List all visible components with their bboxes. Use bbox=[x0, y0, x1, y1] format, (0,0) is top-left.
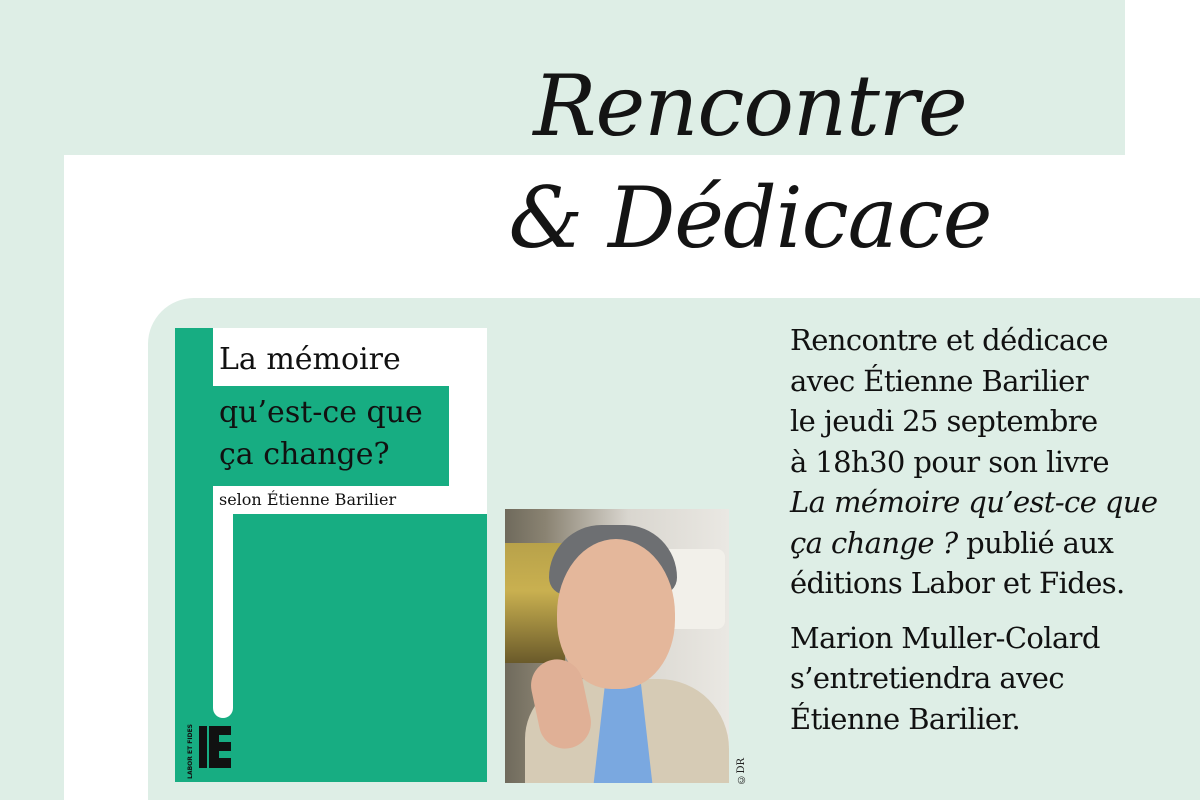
description-line: à 18h30 pour son livre bbox=[790, 444, 1109, 479]
left-band bbox=[0, 0, 64, 800]
book-title-line-1: La mémoire qu’est-ce que bbox=[790, 485, 1158, 519]
title-line-1: Rencontre bbox=[533, 57, 967, 155]
cover-title-line-2: qu’est-ce que bbox=[219, 395, 423, 430]
description-paragraph-2 bbox=[790, 618, 1170, 740]
description-line: s’entretiendra avec bbox=[790, 661, 1064, 695]
title-line-2: & Dédicace bbox=[508, 169, 992, 267]
cover-lower-panel bbox=[233, 514, 487, 782]
cover-title-line-1: La mémoire bbox=[219, 342, 401, 377]
description-line: éditions Labor et Fides. bbox=[790, 566, 1125, 600]
description-line: Étienne Barilier. bbox=[790, 701, 1021, 736]
description-line: Rencontre et dédicace bbox=[790, 323, 1108, 357]
description-line: Marion Muller-Colard bbox=[790, 620, 1100, 655]
publisher-logo-text: LABOR ET FIDES bbox=[187, 724, 194, 779]
photo-credit: ©DR bbox=[736, 758, 747, 785]
description-paragraph-1 bbox=[790, 320, 1170, 604]
author-photo bbox=[505, 509, 729, 783]
cover-author: selon Étienne Barilier bbox=[219, 490, 397, 509]
cover-title-line-3: ça change? bbox=[219, 437, 390, 472]
book-title-line-2: ça change ? bbox=[790, 525, 958, 560]
description-line: avec Étienne Barilier bbox=[790, 363, 1089, 398]
description-line: le jeudi 25 septembre bbox=[790, 404, 1098, 438]
cover-title-lines-2-3 bbox=[219, 392, 423, 476]
event-description bbox=[790, 320, 1170, 739]
description-after-title: publié aux bbox=[957, 525, 1114, 560]
publisher-logo-icon bbox=[197, 726, 231, 768]
book-cover bbox=[175, 328, 487, 782]
top-band-corner bbox=[1080, 110, 1125, 155]
